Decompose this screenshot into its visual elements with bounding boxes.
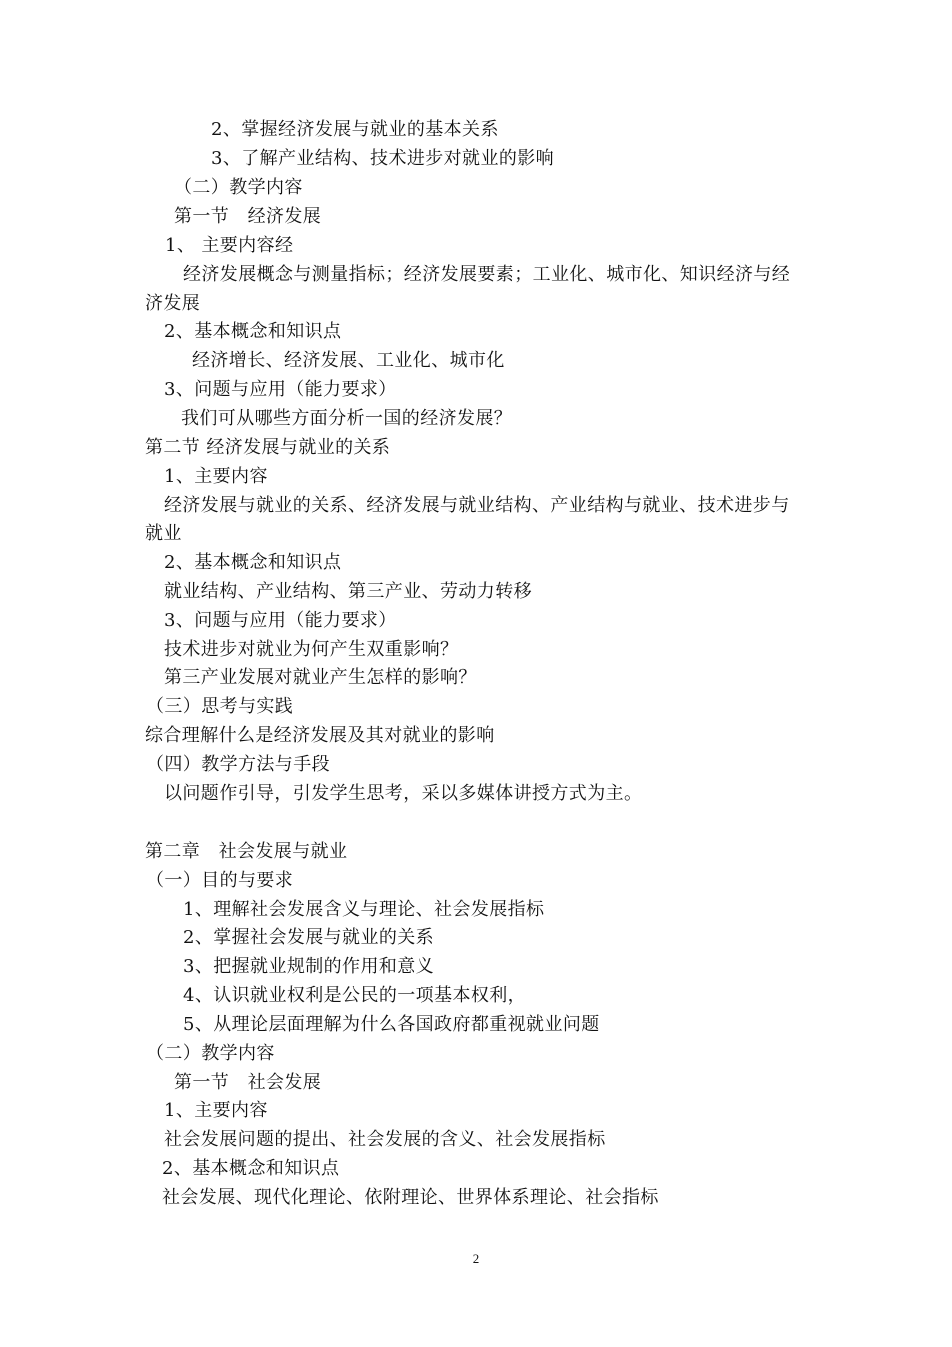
body-text: 技术进步对就业为何产生双重影响？ — [164, 639, 459, 660]
body-text: 济发展 — [145, 293, 201, 314]
body-text: 经济发展概念与测量指标；经济发展要素；工业化、城市化、知识经济与经 — [183, 264, 791, 285]
body-text: 经济增长、经济发展、工业化、城市化 — [192, 350, 505, 371]
item-heading: 1、主要内容 — [164, 1100, 268, 1121]
section-heading: （一）目的与要求 — [146, 870, 294, 891]
item-heading: 2、基本概念和知识点 — [164, 321, 342, 342]
subsection-title: 第二节 经济发展与就业的关系 — [145, 437, 391, 458]
item-heading: 1、 主要内容经 — [165, 235, 294, 256]
subsection-title: 第一节 社会发展 — [174, 1072, 322, 1093]
item-heading: 3、问题与应用（能力要求） — [164, 610, 397, 631]
body-text: 社会发展问题的提出、社会发展的含义、社会发展指标 — [164, 1129, 606, 1150]
objective-item: 5、从理论层面理解为什么各国政府都重视就业问题 — [183, 1014, 600, 1035]
body-text: 社会发展、现代化理论、依附理论、世界体系理论、社会指标 — [162, 1187, 659, 1208]
body-text: 第三产业发展对就业产生怎样的影响？ — [164, 667, 477, 688]
item-heading: 2、基本概念和知识点 — [162, 1158, 340, 1179]
item-heading: 1、主要内容 — [164, 466, 268, 487]
objective-item: 2、掌握经济发展与就业的基本关系 — [211, 119, 499, 140]
item-heading: 2、基本概念和知识点 — [164, 552, 342, 573]
body-text: 就业 — [145, 523, 182, 544]
item-heading: 3、问题与应用（能力要求） — [164, 379, 397, 400]
body-text: 经济发展与就业的关系、经济发展与就业结构、产业结构与就业、技术进步与 — [164, 495, 790, 516]
chapter-title: 第二章 社会发展与就业 — [145, 841, 348, 862]
objective-item: 2、掌握社会发展与就业的关系 — [183, 927, 435, 948]
section-heading: （三）思考与实践 — [146, 696, 294, 717]
objective-item: 3、把握就业规制的作用和意义 — [183, 956, 435, 977]
section-heading: （四）教学方法与手段 — [146, 754, 330, 775]
page-number: 2 — [472, 1251, 480, 1266]
objective-item: 4、认识就业权利是公民的一项基本权利， — [183, 985, 527, 1006]
section-heading: （二）教学内容 — [174, 177, 303, 198]
objective-item: 3、了解产业结构、技术进步对就业的影响 — [211, 148, 555, 169]
body-text: 我们可从哪些方面分析一国的经济发展？ — [181, 408, 513, 429]
body-text: 综合理解什么是经济发展及其对就业的影响 — [145, 725, 495, 746]
subsection-title: 第一节 经济发展 — [174, 206, 322, 227]
section-heading: （二）教学内容 — [146, 1043, 275, 1064]
body-text: 以问题作引导，引发学生思考，采以多媒体讲授方式为主。 — [164, 783, 643, 804]
body-text: 就业结构、产业结构、第三产业、劳动力转移 — [164, 581, 532, 602]
objective-item: 1、理解社会发展含义与理论、社会发展指标 — [183, 899, 545, 920]
